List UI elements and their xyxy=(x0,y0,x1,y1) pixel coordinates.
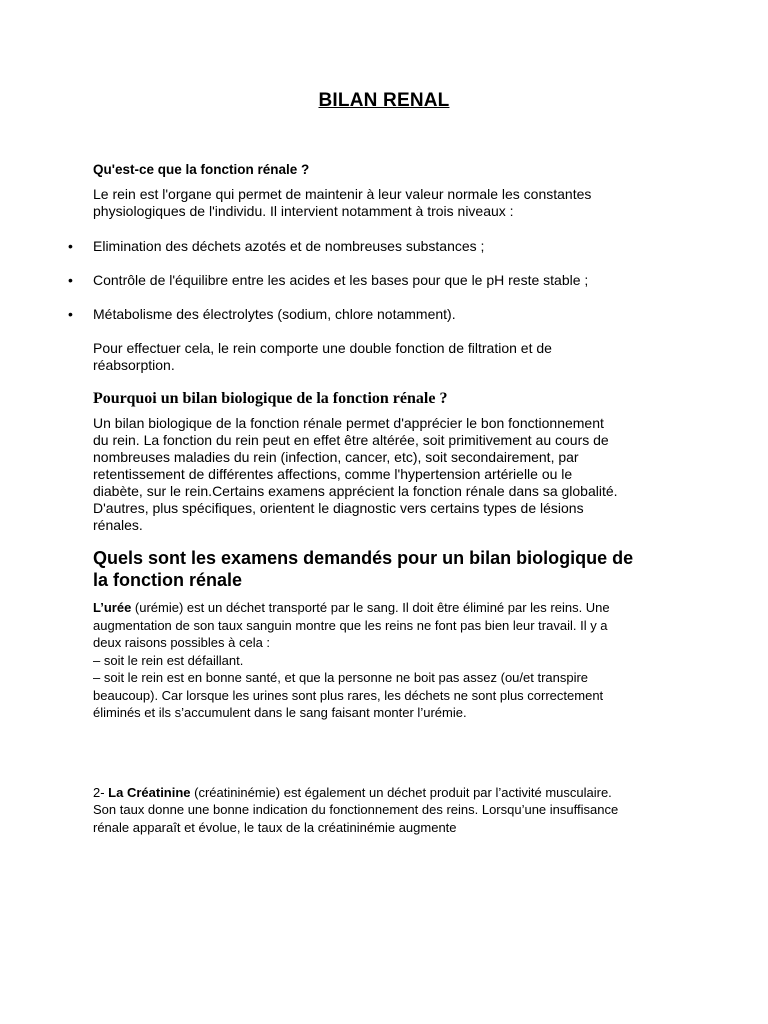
list-item xyxy=(68,238,678,255)
paragraph-line: Son taux donne une bonne indication du fonctionnement des reins. Lorsqu’une insuffisance xyxy=(93,802,619,817)
intro-paragraph xyxy=(93,186,678,220)
document-title: BILAN RENAL xyxy=(318,90,450,111)
intro-line: physiologiques de l'individu. Il intervient notamment à trois niveaux : xyxy=(93,203,514,219)
paragraph-line: nombreuses maladies du rein (infection, cancer, etc), soit secondairement, par xyxy=(93,449,579,465)
list-item-text: Métabolisme des électrolytes (sodium, chlore notamment). xyxy=(93,306,456,322)
bullet-icon: • xyxy=(68,306,73,322)
uree-paragraph xyxy=(93,599,678,722)
paragraph-line: retentissement de différentes affections, comme l'hypertension artérielle ou le xyxy=(93,466,573,482)
paragraph-line: – soit le rein est en bonne santé, et que la personne ne boit pas assez (ou/et transpire xyxy=(93,670,589,685)
paragraph-line: augmentation de son taux sanguin montre que les reins ne font pas bien leur travail. Il y a xyxy=(93,617,608,633)
bullet-icon: • xyxy=(68,272,73,288)
section-heading-exams xyxy=(93,547,678,591)
paragraph-line: du rein. La fonction du rein peut en effet être altérée, soit primitivement au cours de xyxy=(93,432,609,448)
why-bilan-paragraph xyxy=(93,415,678,534)
paragraph-line: rénales. xyxy=(93,517,143,533)
uree-term: L’urée xyxy=(93,600,132,615)
list-item-text: Contrôle de l'équilibre entre les acides et les bases pour que le pH reste stable ; xyxy=(93,272,589,288)
paragraph-line: D'autres, plus spécifiques, orientent le diagnostic vers certains types de lésions xyxy=(93,500,584,516)
paragraph-line: Un bilan biologique de la fonction rénale permet d'apprécier le bon fonctionnement xyxy=(93,415,604,431)
section-heading-renal-function: Qu'est-ce que la fonction rénale ? xyxy=(93,162,310,177)
creatinine-line-rest: (créatininémie) est également un déchet produit par l’activité musculaire. xyxy=(190,784,612,800)
uree-line-rest: (urémie) est un déchet transporté par le sang. Il doit être éliminé par les reins. Une xyxy=(131,600,610,615)
paragraph-line: éliminés et ils s’accumulent dans le sang faisant monter l’urémie. xyxy=(93,705,467,720)
section-heading-why-bilan: Pourquoi un bilan biologique de la fonction rénale ? xyxy=(93,390,448,407)
paragraph-line xyxy=(93,599,678,617)
outro-line: réabsorption. xyxy=(93,357,175,373)
paragraph-line: deux raisons possibles à cela : xyxy=(93,635,271,650)
list-item-text: Elimination des déchets azotés et de nombreuses substances ; xyxy=(93,238,485,254)
heading-line: la fonction rénale xyxy=(93,570,243,590)
creatinine-paragraph xyxy=(93,784,678,837)
intro-line: Le rein est l'organe qui permet de maintenir à leur valeur normale les constantes xyxy=(93,186,592,202)
list-item xyxy=(68,272,678,289)
bullet-icon: • xyxy=(68,238,73,254)
document-body xyxy=(68,161,678,836)
function-levels-list xyxy=(68,238,678,323)
paragraph-line: – soit le rein est défaillant. xyxy=(93,652,244,668)
heading-line: Quels sont les examens demandés pour un bilan biologique de xyxy=(93,548,634,568)
paragraph-line: diabète, sur le rein.Certains examens apprécient la fonction rénale dans sa globalité. xyxy=(93,483,618,499)
paragraph-line xyxy=(93,784,678,802)
paragraph-line: rénale apparaît et évolue, le taux de la créatininémie augmente xyxy=(93,819,457,835)
outro-paragraph xyxy=(93,340,678,374)
creatinine-prefix: 2- xyxy=(93,784,109,800)
creatinine-term: La Créatinine xyxy=(108,784,191,800)
paragraph-line: beaucoup). Car lorsque les urines sont plus rares, les déchets ne sont plus correctement xyxy=(93,687,604,703)
spacer xyxy=(93,722,678,784)
list-item xyxy=(68,306,678,323)
outro-line: Pour effectuer cela, le rein comporte une double fonction de filtration et de xyxy=(93,340,552,356)
